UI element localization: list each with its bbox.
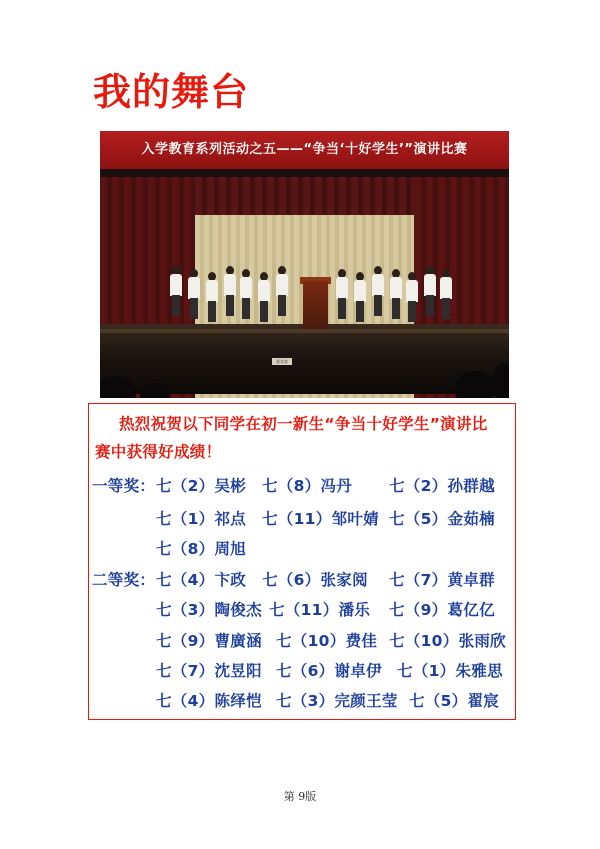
winner-name: 七（5）翟宸 — [409, 692, 500, 710]
winner-name: 七（4）卞政 — [156, 571, 247, 589]
student-figure — [372, 266, 384, 318]
student-figure — [188, 269, 200, 321]
student-figure — [390, 269, 402, 321]
audience-head — [140, 383, 170, 398]
page-title: 我的舞台 — [93, 70, 250, 114]
winner-name: 七（1）朱雅思 — [397, 662, 503, 680]
winner-name: 七（7）沈昱阳 — [156, 662, 262, 680]
student-figure — [354, 272, 366, 324]
winner-name: 七（11）邹叶婧 — [262, 510, 379, 528]
student-figure — [336, 269, 348, 321]
winner-name: 七（11）潘乐 — [269, 601, 371, 619]
intro-line-1: 热烈祝贺以下同学在初一新生“争当十好学生”演讲比 — [119, 415, 488, 433]
winner-name: 七（10）张雨欣 — [389, 632, 506, 650]
page-number: 第 9版 — [283, 790, 317, 803]
student-figure — [258, 272, 270, 324]
student-figure — [406, 272, 418, 324]
intro-line-2: 赛中获得好成绩！ — [95, 443, 222, 461]
student-figure — [440, 269, 452, 321]
winner-name: 七（4）陈绎恺 — [156, 692, 262, 710]
stage-photo — [100, 131, 509, 398]
winner-name: 七（5）金茹楠 — [389, 510, 495, 528]
winner-name: 七（2）吴彬 — [156, 477, 247, 495]
second-prize-label: 二等奖： — [92, 571, 156, 589]
banner-shadow — [100, 169, 509, 177]
student-figure — [276, 266, 288, 318]
winner-name: 七（8）周旭 — [156, 540, 247, 558]
winner-name: 七（3）完颜王莹 — [276, 692, 398, 710]
winner-name: 七（6）谢卓伊 — [276, 662, 382, 680]
student-figure — [224, 266, 236, 318]
winner-name: 七（6）张家阅 — [262, 571, 368, 589]
winner-name: 七（3）陶俊杰 — [156, 601, 262, 619]
banner-text: 入学教育系列活动之五——“争当‘十好学生’”演讲比赛 — [100, 131, 509, 169]
student-figure — [206, 272, 218, 324]
winner-name: 七（7）黄卓群 — [389, 571, 495, 589]
audience-head — [455, 371, 495, 398]
podium — [303, 281, 328, 329]
winner-name: 七（1）祁点 — [156, 510, 247, 528]
winner-name: 七（8）冯丹 — [262, 477, 353, 495]
reserved-placard: 嘉宾席 — [272, 358, 292, 365]
student-figure — [170, 266, 182, 318]
curtain-valance — [195, 177, 414, 215]
winner-name: 七（9）葛亿亿 — [389, 601, 495, 619]
stage-edge — [100, 329, 509, 333]
student-figure — [424, 266, 436, 318]
awards-box — [88, 403, 516, 720]
student-figure — [240, 269, 252, 321]
winner-name: 七（9）曹廣涵 — [156, 632, 262, 650]
first-prize-label: 一等奖： — [92, 477, 156, 495]
winner-name: 七（2）孙群越 — [389, 477, 495, 495]
audience-head — [492, 363, 509, 398]
winner-name: 七（10）费佳 — [276, 632, 378, 650]
